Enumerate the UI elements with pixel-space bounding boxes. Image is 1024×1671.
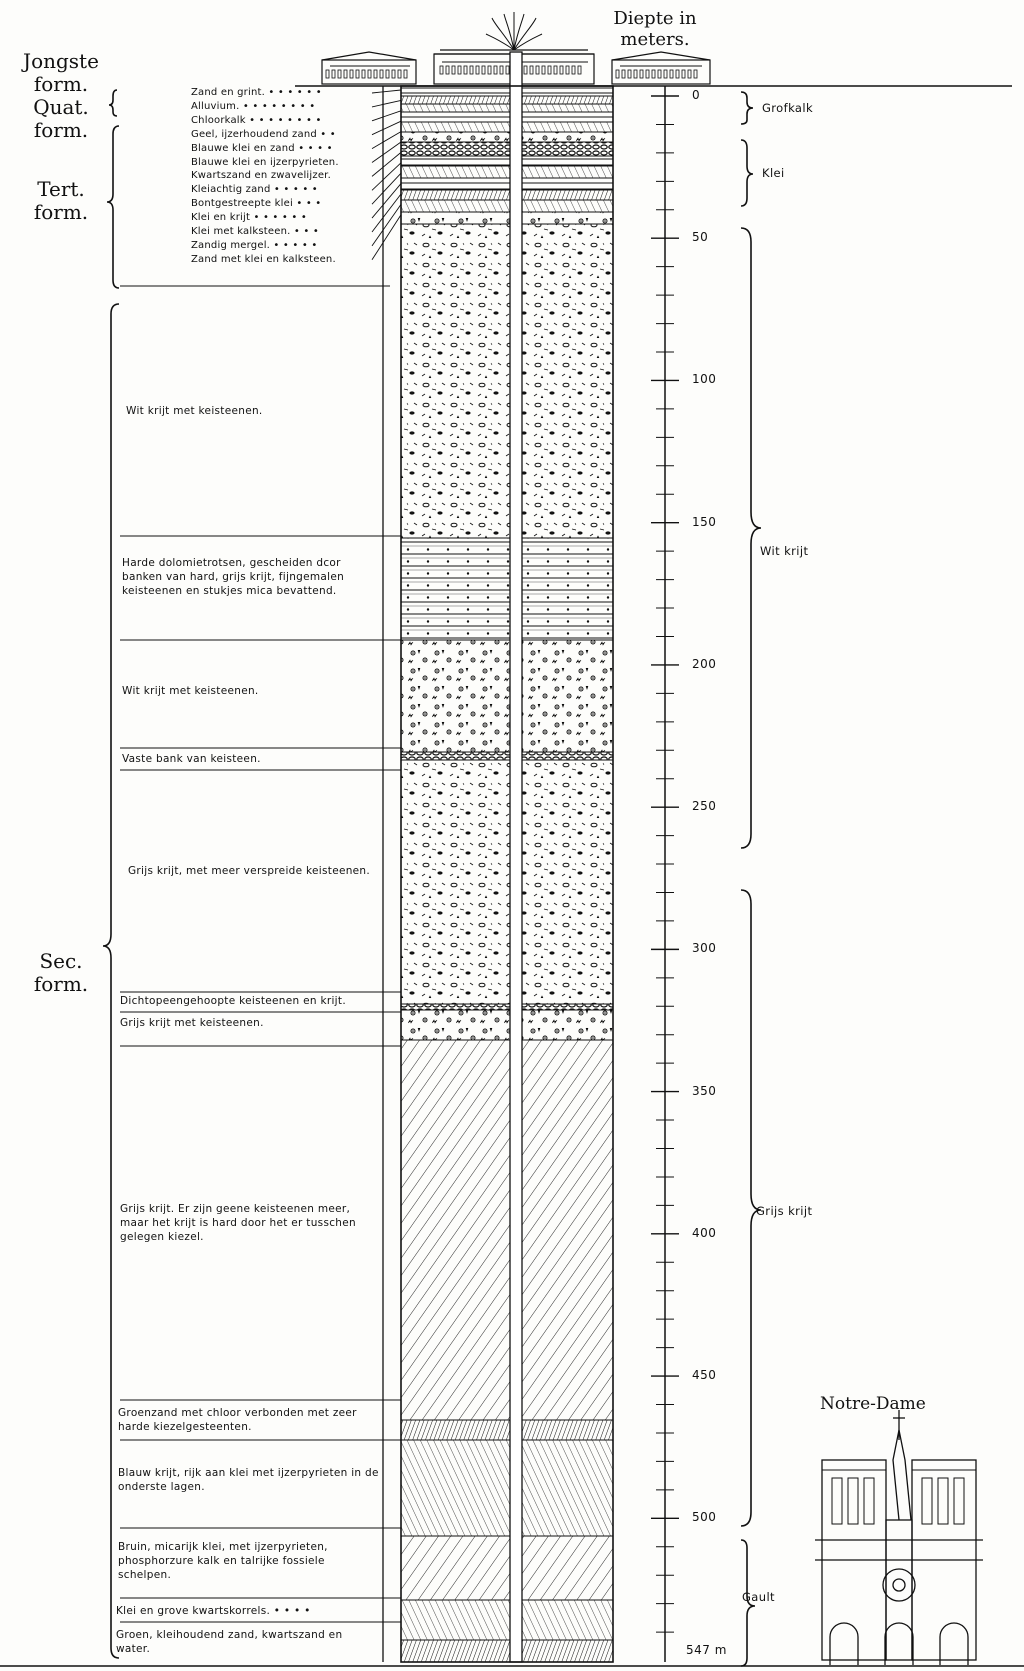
building-window <box>652 70 655 78</box>
building-window <box>362 70 365 78</box>
stratum-band <box>401 538 613 640</box>
building-window <box>440 66 443 74</box>
stratum-band <box>401 224 613 538</box>
upper-layer-item: Klei en krijt • • • • • • <box>191 212 307 224</box>
group-grijs-krijt: Grijs krijt <box>756 1204 813 1218</box>
building-window <box>374 70 377 78</box>
building-window <box>368 70 371 78</box>
stratum-band <box>401 1040 613 1420</box>
left-braces <box>103 90 119 1658</box>
building-window <box>500 66 503 74</box>
well-pipe <box>510 52 522 1662</box>
building-window <box>616 70 619 78</box>
group-gault: Gault <box>742 1590 775 1604</box>
building-window <box>536 66 539 74</box>
stratum-band <box>401 1420 613 1440</box>
depth-tick-label: 50 <box>692 230 709 245</box>
building-window <box>524 66 527 74</box>
building-window <box>356 70 359 78</box>
tert-line2: form. <box>33 200 89 224</box>
upper-layer-item: Geel, ijzerhoudend zand • • <box>191 128 336 140</box>
leader-line <box>372 90 401 93</box>
upper-layer-item: Blauwe klei en zand • • • • <box>191 142 333 154</box>
upper-layer-item: Blauwe klei en ijzerpyrieten. <box>191 156 339 168</box>
stratum-band <box>401 1004 613 1010</box>
stratum-band <box>401 760 613 1004</box>
leader-line <box>372 142 401 163</box>
stratum-band <box>401 190 613 200</box>
tert-form-label <box>14 178 108 224</box>
upper-layer-item: Alluvium. • • • • • • • • <box>191 100 316 112</box>
building-window <box>326 70 329 78</box>
upper-layer-item: Bontgestreepte klei • • • <box>191 198 322 210</box>
stratum-band <box>401 156 613 166</box>
building-window <box>530 66 533 74</box>
depth-bottom-label: 547 m <box>686 1643 727 1657</box>
stratum-band <box>401 122 613 132</box>
building-window <box>622 70 625 78</box>
building-window <box>628 70 631 78</box>
desc-dichtopeen: Dichtopeengehoopte keisteenen en krijt. <box>120 995 346 1007</box>
building-window <box>380 70 383 78</box>
depth-tick-label: 300 <box>692 941 717 956</box>
upper-layer-item: Kleiachtig zand • • • • • <box>191 184 318 196</box>
desc-grijs-met: Grijs krijt met keisteenen. <box>120 1017 264 1029</box>
building-window <box>572 66 575 74</box>
upper-layer-item: Kwartszand en zwavelijzer. <box>191 170 331 182</box>
building-window <box>640 70 643 78</box>
building-window <box>542 66 545 74</box>
quat-line2: form. <box>33 118 89 142</box>
building-window <box>476 66 479 74</box>
upper-layer-item: Zand met klei en kalksteen. <box>191 253 336 265</box>
stratum-band <box>401 112 613 122</box>
upper-layer-list <box>191 86 371 267</box>
stratum-band <box>401 142 613 156</box>
right-braces <box>741 92 761 1666</box>
leader-line <box>372 152 401 176</box>
strata-column <box>401 88 613 1662</box>
desc-wit-krijt-2: Wit krijt met keisteenen. <box>122 685 259 697</box>
jongste-line2: form. <box>33 72 89 96</box>
depth-tick-label: 350 <box>692 1083 717 1098</box>
stratum-band <box>401 1010 613 1040</box>
leader-line <box>372 100 401 107</box>
group-klei: Klei <box>762 166 785 180</box>
building-window <box>482 66 485 74</box>
depth-tick-label: 450 <box>692 1368 717 1383</box>
building-window <box>350 70 353 78</box>
upper-layer-item: Klei met kalksteen. • • • <box>191 226 319 238</box>
stratum-band <box>401 96 613 104</box>
stratum-band <box>401 132 613 142</box>
leader-line <box>372 132 401 149</box>
upper-layer-item: Zandig mergel. • • • • • <box>191 239 318 251</box>
building-window <box>332 70 335 78</box>
tert-line1: Tert. <box>37 177 85 201</box>
upper-layer-item: Chloorkalk • • • • • • • • <box>191 114 322 126</box>
quat-line1: Quat. <box>33 95 89 119</box>
leader-lines <box>372 90 401 260</box>
depth-tick-label: 500 <box>692 1510 717 1525</box>
stratum-band <box>401 640 613 752</box>
building-window <box>404 70 407 78</box>
building-window <box>676 70 679 78</box>
desc-klei-grove: Klei en grove kwartskorrels. • • • • <box>116 1605 311 1617</box>
stratum-band <box>401 1600 613 1640</box>
building-window <box>548 66 551 74</box>
desc-grijs-hard: Grijs krijt. Er zijn geene keisteenen meer, maar het krijt is hard door het er tusschen gelegen kiezel. <box>120 1203 356 1243</box>
depth-title <box>600 8 710 50</box>
quat-form-label <box>14 96 108 142</box>
building-window <box>578 66 581 74</box>
jongste-form-label <box>14 50 108 96</box>
depth-tick-label: 400 <box>692 1225 717 1240</box>
stratum-band <box>401 1640 613 1662</box>
sec-line1: Sec. <box>39 949 83 973</box>
building-window <box>682 70 685 78</box>
building-window <box>646 70 649 78</box>
building-window <box>452 66 455 74</box>
stratum-band <box>401 752 613 760</box>
building-window <box>494 66 497 74</box>
leader-line <box>372 121 401 135</box>
leader-line <box>372 204 401 246</box>
building-window <box>446 66 449 74</box>
group-grofkalk: Grofkalk <box>762 101 814 115</box>
notre-dame-sketch <box>815 1410 983 1665</box>
building-window <box>688 70 691 78</box>
depth-tick-label: 250 <box>692 799 717 814</box>
fountain-jet <box>486 12 542 50</box>
building-window <box>392 70 395 78</box>
depth-title-line2: meters. <box>620 29 690 50</box>
stratum-band <box>401 166 613 178</box>
desc-bruin: Bruin, micarijk klei, met ijzerpyrieten, phosphorzure kalk en talrijke fossiele schelpen. <box>118 1541 328 1581</box>
stratum-band <box>401 178 613 190</box>
building-window <box>458 66 461 74</box>
desc-groenzand: Groenzand met chloor verbonden met zeer harde kiezelgesteenten. <box>118 1407 357 1433</box>
stratum-band <box>401 1440 613 1536</box>
building-window <box>344 70 347 78</box>
notre-dame-title: Notre-Dame <box>820 1394 926 1414</box>
depth-tick-label: 150 <box>692 514 717 529</box>
building-window <box>398 70 401 78</box>
desc-groen-klei: Groen, kleihoudend zand, kwartszand en water. <box>116 1629 343 1655</box>
desc-harde-dolomiet: Harde dolomietrotsen, gescheiden dcor banken van hard, grijs krijt, fijngemalen keisteenen en stukjes mica bevattend. <box>122 557 345 597</box>
building-window <box>560 66 563 74</box>
building-window <box>554 66 557 74</box>
stratum-band <box>401 104 613 112</box>
depth-tick-label: 200 <box>692 656 717 671</box>
desc-grijs-verspreid: Grijs krijt, met meer verspreide keisteenen. <box>128 865 371 877</box>
building-window <box>664 70 667 78</box>
sec-line2: form. <box>33 972 89 996</box>
building-window <box>488 66 491 74</box>
upper-layer-item: Zand en grint. • • • • • • <box>191 87 322 98</box>
building-window <box>634 70 637 78</box>
leader-line <box>372 163 401 191</box>
stratum-band <box>401 1536 613 1600</box>
building-window <box>338 70 341 78</box>
depth-tick-label: 100 <box>692 372 717 387</box>
desc-vaste-bank: Vaste bank van keisteen. <box>122 753 261 765</box>
jongste-line1: Jongste <box>23 49 99 73</box>
building-window <box>470 66 473 74</box>
building-window <box>464 66 467 74</box>
depth-title-line1: Diepte in <box>613 8 697 29</box>
sec-form-label <box>14 950 108 996</box>
building-window <box>566 66 569 74</box>
building-window <box>658 70 661 78</box>
group-wit-krijt: Wit krijt <box>760 544 809 558</box>
building-window <box>694 70 697 78</box>
desc-wit-krijt-1: Wit krijt met keisteenen. <box>126 405 263 417</box>
depth-tick-label: 0 <box>692 88 701 102</box>
stratum-band <box>401 212 613 224</box>
leader-line <box>372 111 401 121</box>
desc-blauw-krijt: Blauw krijt, rijk aan klei met ijzerpyrieten in de onderste lagen. <box>118 1467 379 1493</box>
building-window <box>506 66 509 74</box>
stratum-band <box>401 88 613 96</box>
building-window <box>670 70 673 78</box>
stratum-band <box>401 200 613 212</box>
building-window <box>386 70 389 78</box>
leader-line <box>372 215 401 260</box>
